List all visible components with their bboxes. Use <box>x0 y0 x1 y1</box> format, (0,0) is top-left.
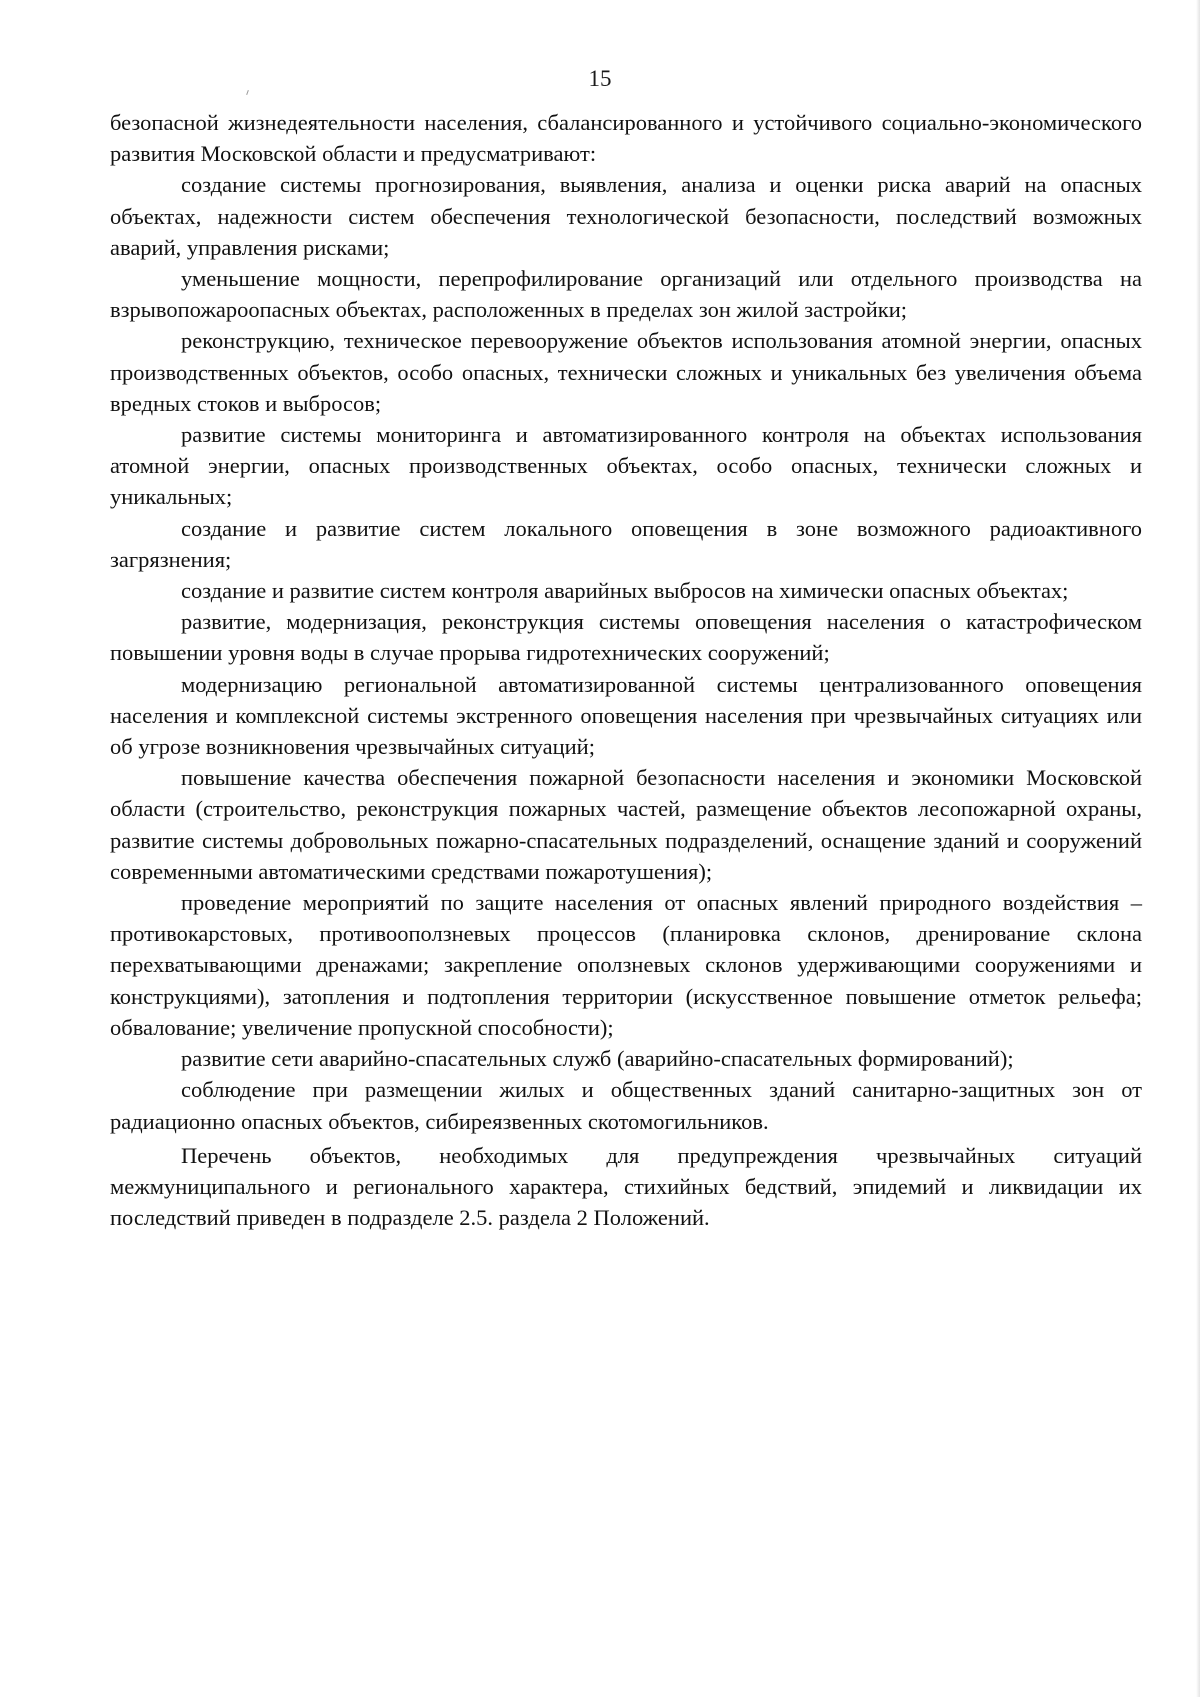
paragraph-risk-forecasting: создание системы прогнозирования, выявления, анализа и оценки риска аварий на опасных объектах, надежности систем обеспечения технологической безопасности, последствий возможных аварий, управления рисками; <box>110 172 1142 260</box>
paragraph-local-warning: создание и развитие систем локального оповещения в зоне возможного радиоактивного загрязнения; <box>110 515 1142 572</box>
paragraph-rescue-services: развитие сети аварийно-спасательных служб (аварийно-спасательных формирований); <box>181 1046 1014 1072</box>
paragraph-capacity-reduction: уменьшение мощности, перепрофилирование организаций или отдельного производства на взрывопожароопасных объектах, расположенных в пределах зон жилой застройки; <box>110 266 1142 323</box>
document-body <box>110 107 1142 1233</box>
scan-edge-shadow <box>1196 0 1200 1697</box>
paragraph-reconstruction: реконструкцию, техническое перевооружение объектов использования атомной энергии, опасных производственных объектов, особо опасных, технически сложных и уникальных без увеличения объема вредных стоков и выбросов; <box>110 328 1142 416</box>
paragraph-objects-list: Перечень объектов, необходимых для предупреждения чрезвычайных ситуаций межмуниципального и регионального характера, стихийных бедствий, эпидемий и ликвидации их последствий приведен в подразделе 2.5. раздела 2 Положений. <box>110 1142 1142 1231</box>
paragraph-sanitary-zones: соблюдение при размещении жилых и общественных зданий санитарно-защитных зон от радиационно опасных объектов, сибиреязвенных скотомогильников. <box>110 1077 1142 1134</box>
paragraph-fire-safety: повышение качества обеспечения пожарной безопасности населения и экономики Московской области (строительство, реконструкция пожарных частей, размещение объектов лесопожарной охраны, развитие системы добровольных пожарно-спасательных подразделений, оснащение зданий и сооружений современными автоматическими средствами пожаротушения); <box>110 765 1142 884</box>
paragraph-natural-hazards: проведение мероприятий по защите населения от опасных явлений природного воздействия – противокарстовых, противооползневых процессов (планировка склонов, дренирование склона перехватывающими дренажами; закрепление оползневых склонов удерживающими сооружениями и конструкциями), затопления и подтопления территории (искусственное повышение отметок рельефа; обвалование; увеличение пропускной способности); <box>110 890 1142 1040</box>
paragraph-flood-warning: развитие, модернизация, реконструкция системы оповещения населения о катастрофическом повышении уровня воды в случае прорыва гидротехнических сооружений; <box>110 609 1142 666</box>
paragraph-emission-control: создание и развитие систем контроля аварийных выбросов на химически опасных объектах; <box>181 578 1069 604</box>
paragraph-monitoring: развитие системы мониторинга и автоматизированного контроля на объектах использования атомной энергии, опасных производственных объектах, особо опасных, технически сложных и уникальных; <box>110 422 1142 510</box>
paragraph-continuation: безопасной жизнедеятельности населения, сбалансированного и устойчивого социально-экономического развития Московской области и предусматривают: <box>110 110 1142 167</box>
page-number: 15 <box>588 66 612 91</box>
paragraph-warning-modernization: модернизацию региональной автоматизированной системы централизованного оповещения населения и комплексной системы экстренного оповещения населения при чрезвычайных ситуациях или об угрозе возникновения чрезвычайных ситуаций; <box>110 671 1142 760</box>
